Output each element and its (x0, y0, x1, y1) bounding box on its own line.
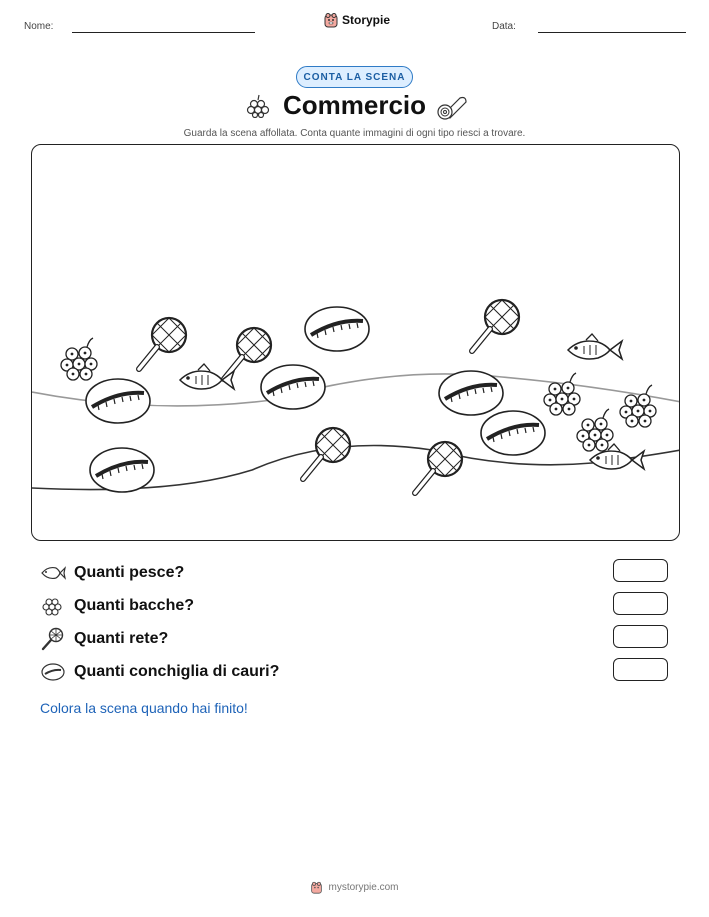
question-text: Quanti rete? (74, 630, 169, 647)
cowrie-shell-item (439, 371, 503, 415)
name-label: Nome: (24, 21, 54, 32)
cowrie-shell-item (305, 307, 369, 351)
question-text: Quanti bacche? (74, 597, 195, 614)
cowrie-shell-item (90, 448, 154, 492)
question-fish (40, 561, 184, 585)
question-net (40, 627, 168, 651)
answer-box-net[interactable] (613, 625, 668, 648)
net-item (415, 442, 462, 493)
brand (323, 12, 390, 28)
question-berries (40, 594, 194, 618)
instructions: Guarda la scena affollata. Conta quante immagini di ogni tipo riesci a trovare. (183, 128, 526, 139)
cowrie-shell-icon (40, 662, 66, 682)
berries-item (620, 385, 656, 427)
question-text: Quanti pesce? (74, 564, 185, 581)
date-line[interactable] (538, 32, 686, 33)
fish-item (568, 334, 622, 359)
answer-box-berries[interactable] (613, 592, 668, 615)
berries-item (544, 373, 580, 415)
log-icon (436, 92, 468, 120)
coloring-instruction: Colora la scena quando hai finito! (40, 700, 248, 716)
brand-name: Storypie (342, 13, 391, 27)
answer-box-cowrie-shell[interactable] (613, 658, 668, 681)
berries-item (577, 409, 613, 451)
date-label: Data: (492, 21, 516, 32)
page-title: Commercio (282, 90, 427, 120)
net-item (472, 300, 519, 351)
footer (0, 881, 709, 894)
question-text: Quanti conchiglia di cauri? (74, 663, 280, 680)
storypie-logo-icon (310, 881, 323, 894)
net-icon (40, 627, 66, 651)
cowrie-shell-item (86, 379, 150, 423)
net-item (224, 328, 271, 379)
question-cowrie-shell (40, 660, 279, 684)
berries-item (61, 338, 97, 380)
net-item (139, 318, 186, 369)
fish-icon (40, 564, 66, 582)
cowrie-shell-item (481, 411, 545, 455)
footer-url[interactable]: mystorypie.com (328, 882, 399, 893)
activity-badge: CONTA LA SCENA (296, 66, 413, 88)
answer-box-fish[interactable] (613, 559, 668, 582)
scene-illustration (32, 145, 680, 541)
storypie-logo-icon (323, 12, 339, 28)
cowrie-shell-item (261, 365, 325, 409)
fish-item (180, 364, 234, 389)
name-line[interactable] (72, 32, 255, 33)
berries-icon (40, 596, 66, 616)
counting-scene[interactable] (31, 144, 680, 541)
net-item (303, 428, 350, 479)
